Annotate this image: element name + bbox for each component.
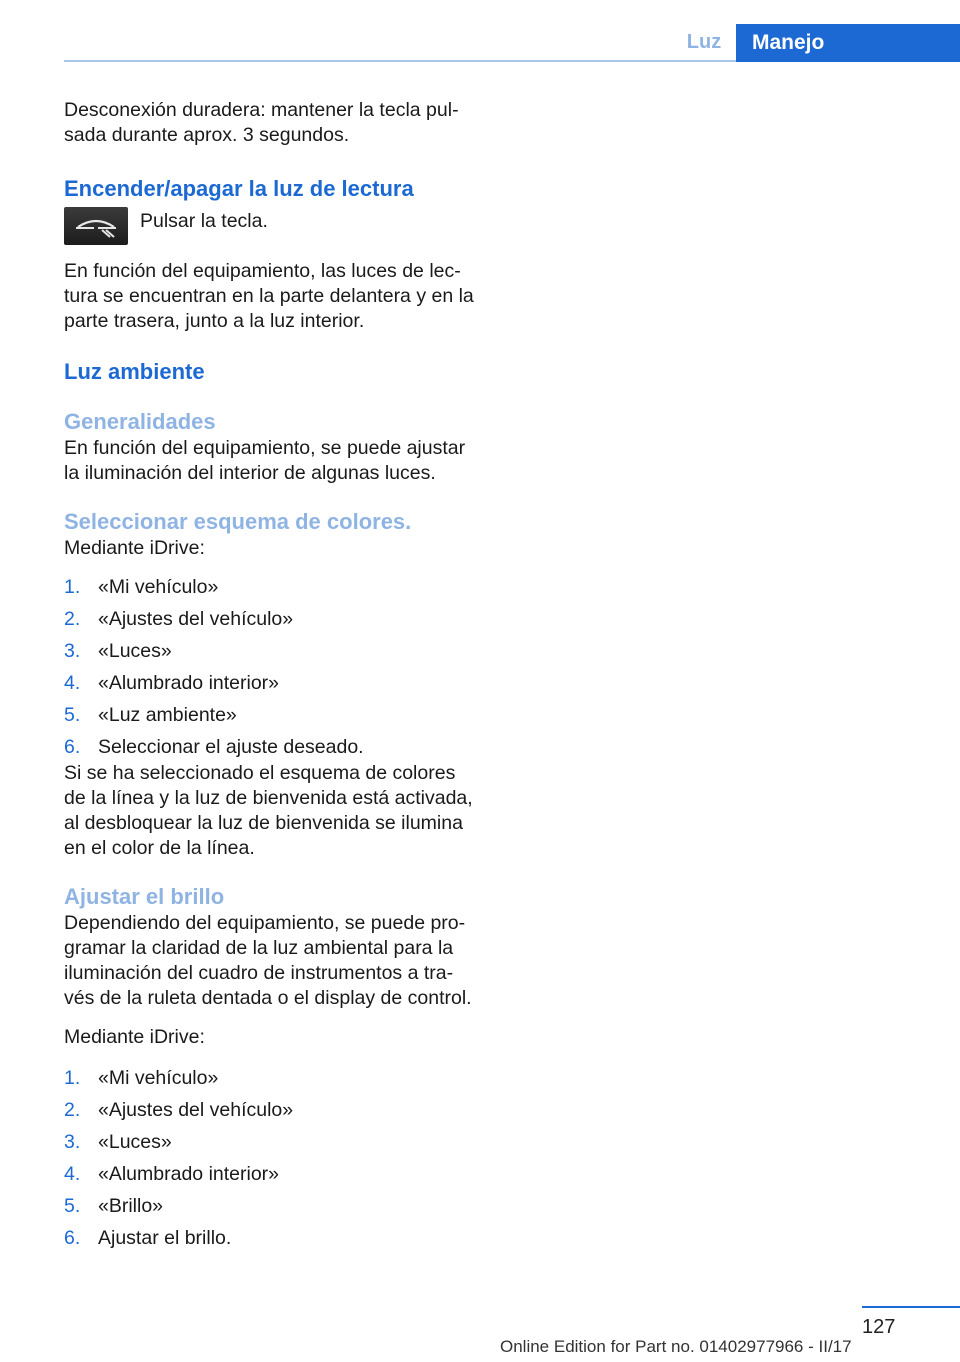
brightness-text: Dependiendo del equipamiento, se puede pro‐gramar la claridad de la luz ambiental para la iluminación del cuadro de instrumentos a tra‐vés de la ruleta dentada o el display de control. bbox=[64, 912, 472, 1009]
step-text: «Mi vehículo» bbox=[98, 1067, 219, 1089]
list-item bbox=[64, 575, 478, 607]
color-scheme-steps bbox=[64, 575, 478, 767]
step-text: «Luces» bbox=[98, 640, 172, 662]
reading-light-heading: Encender/apagar la luz de lectura bbox=[64, 176, 414, 201]
step-text: «Ajustes del vehículo» bbox=[98, 1099, 294, 1121]
step-number: 4. bbox=[64, 1163, 81, 1185]
step-text: «Luz ambiente» bbox=[98, 704, 237, 726]
brightness-heading: Ajustar el brillo bbox=[64, 884, 225, 909]
general-heading: Generalidades bbox=[64, 409, 216, 434]
step-number: 3. bbox=[64, 640, 81, 662]
footer-edition: Online Edition for Part no. 01402977966 - II/17 bbox=[500, 1337, 852, 1356]
footer-rule bbox=[862, 1306, 960, 1308]
step-number: 6. bbox=[64, 736, 81, 758]
list-item bbox=[64, 607, 478, 639]
step-text: Seleccionar el ajuste deseado. bbox=[98, 736, 364, 758]
reading-light-text: En función del equipamiento, las luces de lec‐tura se encuentran en la parte delantera y en la parte trasera, junto a la luz interior. bbox=[64, 260, 474, 332]
list-item bbox=[64, 1162, 478, 1194]
header-chapter-tab[interactable]: Manejo bbox=[736, 24, 960, 62]
step-text: «Alumbrado interior» bbox=[98, 672, 280, 694]
list-item bbox=[64, 1098, 478, 1130]
step-number: 5. bbox=[64, 1195, 81, 1217]
step-number: 1. bbox=[64, 1067, 81, 1089]
color-scheme-text: Si se ha seleccionado el esquema de colores de la línea y la luz de bienvenida está activada, al desbloquear la luz de bienvenida se ilumina en el color de la línea. bbox=[64, 762, 473, 859]
step-number: 4. bbox=[64, 672, 81, 694]
step-text: Ajustar el brillo. bbox=[98, 1227, 232, 1249]
intro-text: Desconexión duradera: mantener la tecla pul‐sada durante aprox. 3 segundos. bbox=[64, 99, 459, 146]
reading-light-key-row bbox=[64, 207, 478, 245]
idrive-label-1: Mediante iDrive: bbox=[64, 537, 205, 559]
list-item bbox=[64, 1130, 478, 1162]
step-number: 2. bbox=[64, 1099, 81, 1121]
color-scheme-heading: Seleccionar esquema de colores. bbox=[64, 509, 412, 534]
step-text: «Brillo» bbox=[98, 1195, 164, 1217]
step-text: «Luces» bbox=[98, 1131, 172, 1153]
step-number: 6. bbox=[64, 1227, 81, 1249]
step-number: 1. bbox=[64, 576, 81, 598]
idrive-label-2: Mediante iDrive: bbox=[64, 1026, 205, 1048]
press-key-text: Pulsar la tecla. bbox=[140, 210, 268, 232]
page-number: 127 bbox=[862, 1316, 896, 1338]
list-item bbox=[64, 1226, 478, 1258]
header-section-tab[interactable]: Luz bbox=[686, 31, 722, 53]
step-number: 5. bbox=[64, 704, 81, 726]
list-item bbox=[64, 1066, 478, 1098]
step-number: 3. bbox=[64, 1131, 81, 1153]
step-text: «Alumbrado interior» bbox=[98, 1163, 280, 1185]
list-item bbox=[64, 639, 478, 671]
page-content bbox=[64, 98, 478, 1258]
step-text: «Mi vehículo» bbox=[98, 576, 219, 598]
general-text: En función del equipamiento, se puede ajustar la iluminación del interior de algunas luces. bbox=[64, 437, 466, 484]
ambient-light-heading: Luz ambiente bbox=[64, 359, 205, 384]
list-item bbox=[64, 1194, 478, 1226]
step-text: «Ajustes del vehículo» bbox=[98, 608, 294, 630]
brightness-steps bbox=[64, 1066, 478, 1258]
step-number: 2. bbox=[64, 608, 81, 630]
list-item bbox=[64, 671, 478, 703]
reading-light-icon bbox=[64, 207, 128, 245]
list-item bbox=[64, 703, 478, 735]
